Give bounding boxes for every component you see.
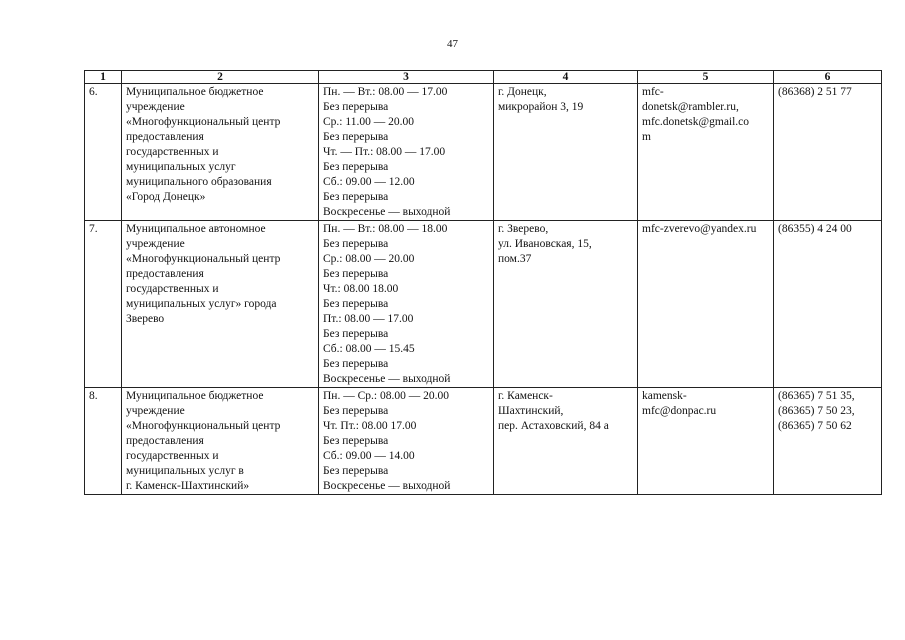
cell-line: государственных и [126, 283, 219, 295]
cell-line: Без перерыва [323, 161, 389, 173]
cell-line: Без перерыва [323, 101, 389, 113]
cell-line: mfc@donpac.ru [642, 405, 717, 417]
column-header: 2 [122, 71, 319, 84]
row-number-cell: 7. [85, 221, 122, 388]
email-cell [638, 221, 774, 388]
table-row [85, 388, 882, 495]
column-header: 1 [85, 71, 122, 84]
cell-line: Без перерыва [323, 405, 389, 417]
cell-line: (86365) 7 50 62 [778, 420, 852, 432]
table-row [85, 221, 882, 388]
cell-line: государственных и [126, 146, 219, 158]
schedule-cell [319, 221, 494, 388]
cell-line: ул. Ивановская, 15, [498, 238, 592, 250]
column-header: 4 [494, 71, 638, 84]
cell-line: Муниципальное бюджетное [126, 390, 264, 402]
cell-line: (86368) 2 51 77 [778, 86, 852, 98]
cell-line: муниципальных услуг [126, 161, 236, 173]
organization-name-cell [122, 221, 319, 388]
cell-line: kamensk- [642, 390, 687, 402]
cell-line: Шахтинский, [498, 405, 564, 417]
cell-line: Зверево [126, 313, 165, 325]
cell-line: mfc-zverevo@yandex.ru [642, 223, 757, 235]
cell-line: Без перерыва [323, 465, 389, 477]
cell-line: предоставления [126, 268, 204, 280]
cell-line: donetsk@rambler.ru, [642, 101, 739, 113]
cell-line: Без перерыва [323, 131, 389, 143]
cell-line: Чт. Пт.: 08.00 17.00 [323, 420, 417, 432]
cell-line: муниципальных услуг» города [126, 298, 277, 310]
cell-line: Пн. — Вт.: 08.00 — 17.00 [323, 86, 448, 98]
cell-line: (86365) 7 51 35, [778, 390, 855, 402]
cell-line: государственных и [126, 450, 219, 462]
cell-line: Без перерыва [323, 328, 389, 340]
cell-line: Без перерыва [323, 238, 389, 250]
cell-line: пом.37 [498, 253, 532, 265]
cell-line: Пн. — Вт.: 08.00 — 18.00 [323, 223, 448, 235]
cell-line: (86355) 4 24 00 [778, 223, 852, 235]
cell-line: г. Зверево, [498, 223, 549, 235]
cell-line: «Многофункциональный центр [126, 420, 281, 432]
address-cell [494, 221, 638, 388]
cell-line: mfc- [642, 86, 664, 98]
table-body [85, 84, 882, 495]
cell-line: Воскресенье — выходной [323, 480, 451, 492]
schedule-cell [319, 388, 494, 495]
table-header-row [85, 71, 882, 84]
organization-name-cell [122, 84, 319, 221]
cell-line: г. Донецк, [498, 86, 547, 98]
address-cell [494, 388, 638, 495]
cell-line: Без перерыва [323, 268, 389, 280]
cell-line: Без перерыва [323, 358, 389, 370]
cell-line: m [642, 131, 651, 143]
cell-line: Воскресенье — выходной [323, 206, 451, 218]
cell-line: Ср.: 11.00 — 20.00 [323, 116, 414, 128]
cell-line: учреждение [126, 238, 185, 250]
cell-line: муниципальных услуг в [126, 465, 244, 477]
table-row [85, 84, 882, 221]
cell-line: Без перерыва [323, 435, 389, 447]
cell-line: Пн. — Ср.: 08.00 — 20.00 [323, 390, 449, 402]
cell-line: Сб.: 09.00 — 12.00 [323, 176, 415, 188]
cell-line: учреждение [126, 101, 185, 113]
cell-line: муниципального образования [126, 176, 272, 188]
address-cell [494, 84, 638, 221]
cell-line: пер. Астаховский, 84 а [498, 420, 609, 432]
page-number: 47 [447, 38, 458, 50]
schedule-cell [319, 84, 494, 221]
row-number-cell: 8. [85, 388, 122, 495]
column-header: 5 [638, 71, 774, 84]
cell-line: Чт. — Пт.: 08.00 — 17.00 [323, 146, 446, 158]
cell-line: Пт.: 08.00 — 17.00 [323, 313, 414, 325]
cell-line: «Многофункциональный центр [126, 116, 281, 128]
cell-line: предоставления [126, 131, 204, 143]
cell-line: Ср.: 08.00 — 20.00 [323, 253, 415, 265]
mfc-table [84, 70, 882, 495]
cell-line: mfc.donetsk@gmail.co [642, 116, 750, 128]
cell-line: Без перерыва [323, 191, 389, 203]
row-number-cell: 6. [85, 84, 122, 221]
cell-line: Чт.: 08.00 18.00 [323, 283, 399, 295]
cell-line: Муниципальное бюджетное [126, 86, 264, 98]
cell-line: г. Каменск- [498, 390, 553, 402]
cell-line: «Город Донецк» [126, 191, 206, 203]
column-header: 3 [319, 71, 494, 84]
cell-line: Сб.: 09.00 — 14.00 [323, 450, 415, 462]
cell-line: Без перерыва [323, 298, 389, 310]
cell-line: г. Каменск-Шахтинский» [126, 480, 250, 492]
cell-line: Воскресенье — выходной [323, 373, 451, 385]
phone-cell [774, 388, 882, 495]
cell-line: учреждение [126, 405, 185, 417]
cell-line: Муниципальное автономное [126, 223, 266, 235]
phone-cell [774, 221, 882, 388]
email-cell [638, 84, 774, 221]
column-header: 6 [774, 71, 882, 84]
organization-name-cell [122, 388, 319, 495]
cell-line: предоставления [126, 435, 204, 447]
cell-line: «Многофункциональный центр [126, 253, 281, 265]
email-cell [638, 388, 774, 495]
phone-cell [774, 84, 882, 221]
cell-line: Сб.: 08.00 — 15.45 [323, 343, 415, 355]
cell-line: (86365) 7 50 23, [778, 405, 855, 417]
cell-line: микрорайон 3, 19 [498, 101, 584, 113]
